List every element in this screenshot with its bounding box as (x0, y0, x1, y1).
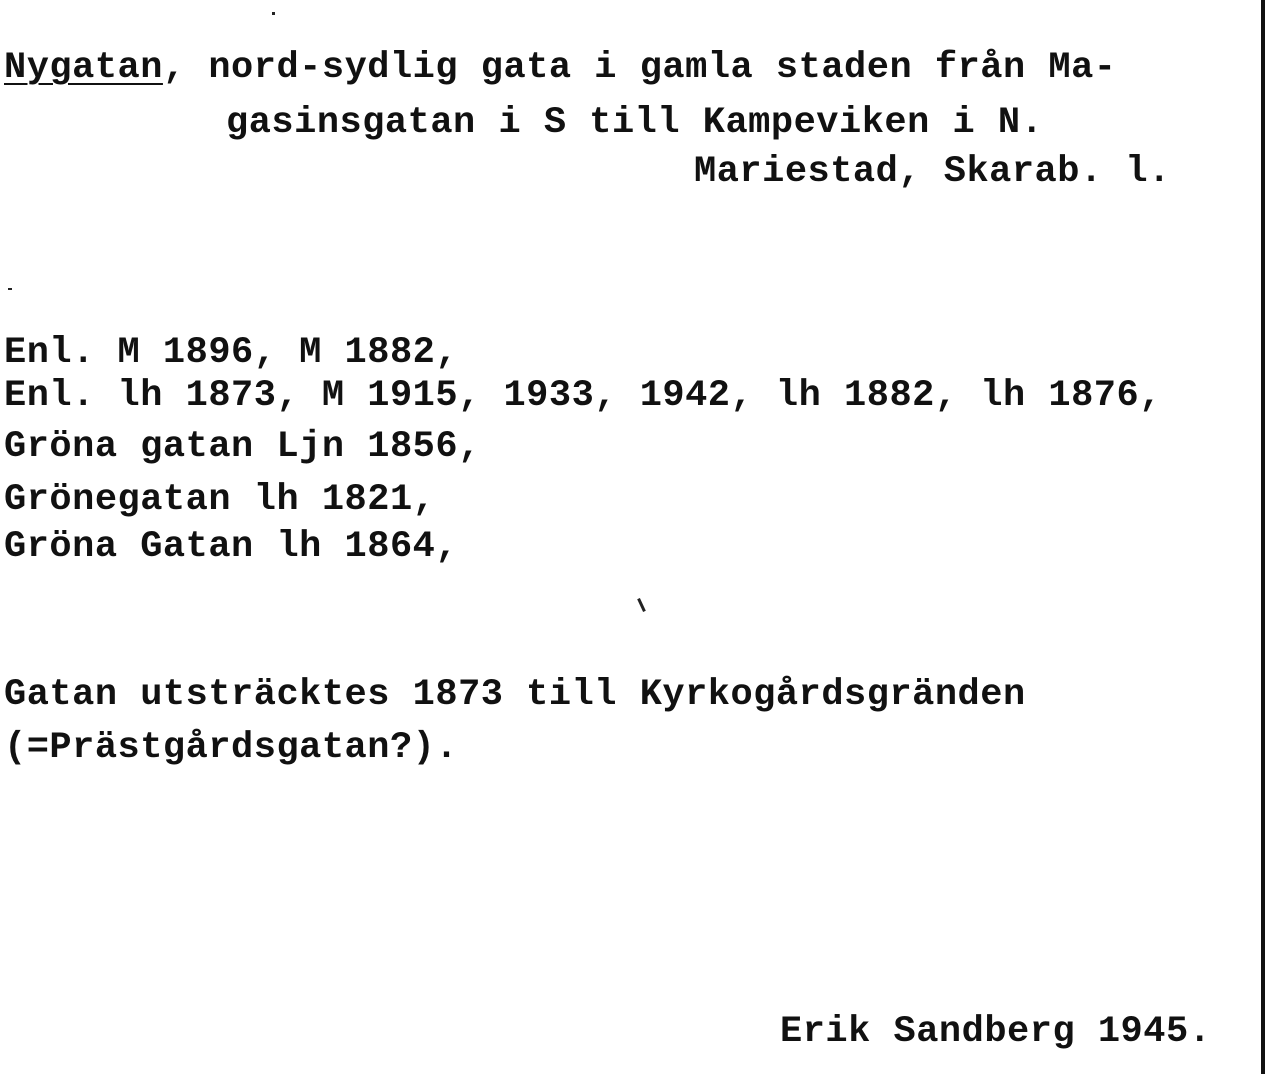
note-line-1: Gatan utsträcktes 1873 till Kyrkogårdsgränden (4, 674, 1026, 716)
scan-speck (637, 598, 646, 612)
source-line-1: Enl. M 1896, M 1882, (4, 332, 459, 374)
location-line: Mariestad, Skarab. l. (694, 151, 1171, 193)
scan-speck (8, 288, 12, 290)
headword: Nygatan (4, 47, 163, 89)
source-line-3: Gröna gatan Ljn 1856, (4, 426, 481, 468)
heading-line-2: gasinsgatan i S till Kampeviken i N. (226, 102, 1044, 144)
source-line-4: Grönegatan lh 1821, (4, 479, 436, 521)
scan-speck (272, 12, 275, 15)
heading-line-1 (4, 46, 1117, 90)
source-line-2: Enl. lh 1873, M 1915, 1933, 1942, lh 1882, lh 1876, (4, 375, 1162, 417)
source-line-5: Gröna Gatan lh 1864, (4, 526, 459, 568)
note-line-2: (=Prästgårdsgatan?). (4, 727, 459, 769)
card-right-edge (1261, 0, 1265, 1074)
signature: Erik Sandberg 1945. (780, 1011, 1212, 1053)
heading-description: , nord-sydlig gata i gamla staden från Ma- (162, 47, 1117, 89)
